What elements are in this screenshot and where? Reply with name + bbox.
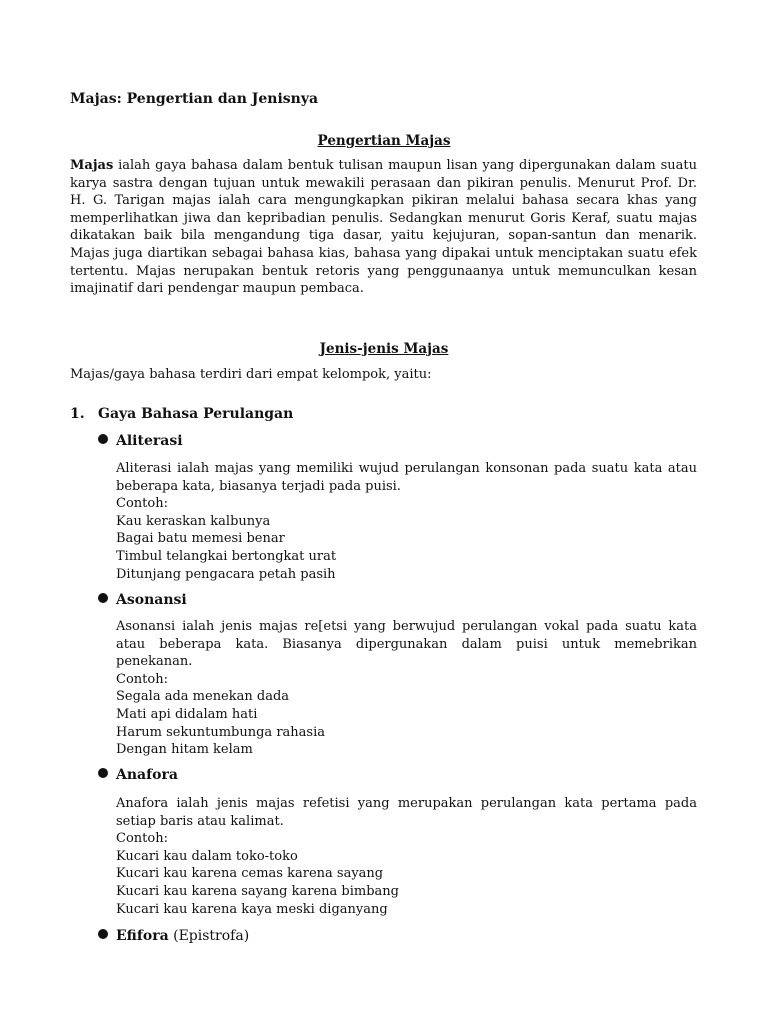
- desc-line: Aliterasi ialah majas yang memiliki wujud perulangan konsonan pada suatu kata atau: [116, 461, 697, 476]
- example-line: Harum sekuntumbunga rahasia: [116, 724, 325, 740]
- example-line: Kucari kau dalam toko-toko: [116, 848, 298, 864]
- subheading-anafora: Anafora: [98, 767, 178, 785]
- bullet-icon: [98, 434, 108, 444]
- efifora-alias: (Epistrofa): [168, 928, 250, 944]
- paragraph-line: Majas juga diartikan sebagai bahasa kias, bahasa yang dipakai untuk menciptakan suatu efek: [70, 245, 697, 261]
- subheading-aliterasi: Aliterasi: [98, 433, 183, 451]
- paragraph-line: tertentu. Majas nerupakan bentuk retoris yang penggunaanya untuk memunculkan kesan: [70, 263, 697, 279]
- group-heading: [70, 406, 293, 424]
- example-line: Bagai batu memesi benar: [116, 531, 285, 547]
- example-label: Contoh:: [116, 831, 168, 847]
- example-line: Segala ada menekan dada: [116, 689, 290, 705]
- paragraph-line: H. G. Tarigan majas ialah cara mengungkapkan pikiran melalui bahasa secara khas yang: [70, 193, 697, 209]
- definition-paragraph: [70, 157, 697, 298]
- bullet-icon: [98, 593, 108, 603]
- group-title: Gaya Bahasa Perulangan: [98, 406, 294, 422]
- example-label: Contoh:: [116, 496, 168, 512]
- asonansi-body: [116, 618, 697, 759]
- paragraph-line: Majas ialah gaya bahasa dalam bentuk tulisan maupun lisan yang dipergunakan dalam suatu: [70, 158, 697, 173]
- paragraph-line: imajinatif dari pendengar maupun pembaca.: [70, 281, 364, 297]
- desc-line: Asonansi ialah jenis majas re[etsi yang berwujud perulangan vokal pada suatu kata: [116, 619, 697, 634]
- paragraph-line: karya sastra dengan tujuan untuk mewakili perasaan dan pikiran penulis. Menurut Prof. Dr.: [70, 175, 697, 191]
- subheading-efifora: Efifora (Epistrofa): [98, 928, 249, 946]
- example-line: Timbul telangkai bertongkat urat: [116, 548, 337, 564]
- paragraph-line: memperlihatkan jiwa dan kepribadian penulis. Sedangkan menurut Goris Keraf, suatu majas: [70, 210, 697, 226]
- desc-line: setiap baris atau kalimat.: [116, 813, 284, 829]
- subheading-asonansi: Asonansi: [98, 592, 187, 610]
- document-title: Majas: Pengertian dan Jenisnya: [70, 91, 319, 107]
- example-line: Mati api didalam hati: [116, 706, 258, 722]
- section-heading-pengertian: Pengertian Majas: [317, 133, 451, 149]
- majas-term: Majas: [70, 158, 114, 173]
- paragraph-line: dikatakan baik bila mengandung tiga dasar, yaitu kejujuran, sopan-santun dan menarik.: [70, 228, 697, 244]
- group-number: 1.: [70, 406, 85, 422]
- example-line: Kucari kau karena sayang karena bimbang: [116, 883, 399, 899]
- aliterasi-body: [116, 460, 697, 583]
- desc-line: Anafora ialah jenis majas refetisi yang merupakan perulangan kata pertama pada: [116, 796, 697, 811]
- example-line: Kucari kau karena kaya meski diganyang: [116, 901, 388, 917]
- desc-line: atau beberapa kata. Biasanya dipergunakan dalam puisi untuk memebrikan: [116, 636, 697, 652]
- example-label: Contoh:: [116, 671, 168, 687]
- example-line: Ditunjang pengacara petah pasih: [116, 566, 336, 582]
- bullet-icon: [98, 929, 108, 939]
- example-line: Kau keraskan kalbunya: [116, 513, 271, 529]
- section-heading-jenis: Jenis-jenis Majas: [319, 341, 449, 357]
- anafora-body: [116, 795, 697, 918]
- example-line: Kucari kau karena cemas karena sayang: [116, 866, 384, 882]
- bullet-icon: [98, 768, 108, 778]
- intro-text: Majas/gaya bahasa terdiri dari empat kelompok, yaitu:: [70, 367, 432, 382]
- desc-line: penekanan.: [116, 654, 193, 670]
- example-line: Dengan hitam kelam: [116, 742, 253, 758]
- desc-line: beberapa kata, biasanya terjadi pada puisi.: [116, 478, 401, 494]
